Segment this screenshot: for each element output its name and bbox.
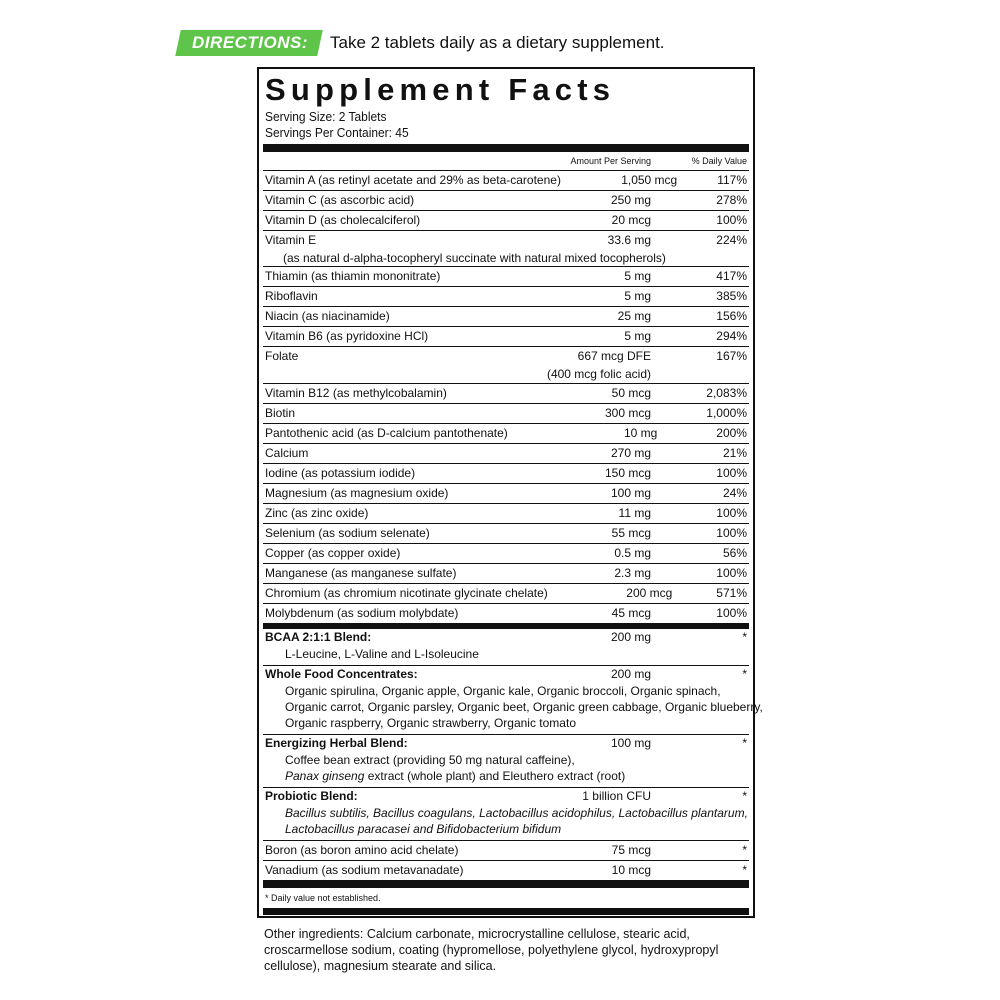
nutrient-dv: 21% <box>722 446 747 460</box>
nutrient-amount: 2.3 mg <box>614 566 651 580</box>
nutrient-name: Vitamin B12 (as methylcobalamin) <box>265 386 447 400</box>
nutrient-dv: 200% <box>716 426 747 440</box>
nutrient-name: Vitamin E <box>265 233 317 247</box>
nutrient-row <box>263 347 749 384</box>
nutrient-name: Zinc (as zinc oxide) <box>265 506 369 520</box>
thick-divider <box>263 144 749 152</box>
nutrient-amount: 75 mcg <box>611 843 651 857</box>
nutrient-amount: 200 mcg <box>626 586 673 600</box>
nutrient-amount: 270 mg <box>610 446 651 460</box>
nutrient-name: Vanadium (as sodium metavanadate) <box>265 863 464 877</box>
other-ingredients: Other ingredients: Calcium carbonate, microcrystalline cellulose, stearic acid, croscarmellose sodium, coating (hypromellose, polyethylene glycol, hydroxypropyl cellulose), magnesium stearate and silica. <box>264 927 719 973</box>
nutrient-row-vanadium <box>263 861 749 880</box>
nutrient-amount: 10 mcg <box>611 863 651 877</box>
nutrient-amount: 55 mcg <box>611 526 651 540</box>
nutrient-dv: 100% <box>716 526 747 540</box>
blend-description-line: Lactobacillus paracasei and Bifidobacterium bifidum <box>285 822 562 836</box>
nutrient-dv: 571% <box>716 586 747 600</box>
nutrient-name: Manganese (as manganese sulfate) <box>265 566 457 580</box>
nutrient-table <box>263 171 749 624</box>
blend-name: Energizing Herbal Blend: <box>265 736 408 750</box>
nutrient-amount: 45 mcg <box>611 606 651 620</box>
nutrient-name: Biotin <box>265 406 296 420</box>
directions <box>178 30 665 56</box>
nutrient-name: Pantothenic acid (as D-calcium pantothenate) <box>265 426 508 440</box>
nutrient-amount: 5 mg <box>624 329 651 343</box>
nutrient-row <box>263 584 749 604</box>
nutrient-amount: 33.6 mg <box>607 233 651 247</box>
nutrient-amount: 5 mg <box>624 269 651 283</box>
nutrient-amount: 11 mg <box>618 506 651 520</box>
nutrient-row <box>263 384 749 404</box>
nutrient-amount: 25 mg <box>617 309 651 323</box>
blend-description-line: Coffee bean extract (providing 50 mg natural caffeine), <box>285 753 575 767</box>
nutrient-row-boron <box>263 841 749 861</box>
nutrient-name: Chromium (as chromium nicotinate glycinate chelate) <box>265 586 548 600</box>
nutrient-name: Thiamin (as thiamin mononitrate) <box>265 269 441 283</box>
nutrient-dv: 294% <box>716 329 747 343</box>
nutrient-dv: 100% <box>716 606 747 620</box>
serving-size: Serving Size: 2 Tablets <box>265 109 387 124</box>
nutrient-row <box>263 287 749 307</box>
nutrient-row <box>263 191 749 211</box>
nutrient-row <box>263 404 749 424</box>
probiotic-blend <box>263 788 749 841</box>
nutrient-dv: 117% <box>717 173 747 187</box>
nutrient-dv: 278% <box>716 193 747 207</box>
blend-description-line: Organic carrot, Organic parsley, Organic beet, Organic green cabbage, Organic blueberry, <box>285 700 763 714</box>
nutrient-amount: 150 mcg <box>604 466 651 480</box>
nutrient-amount: 5 mg <box>624 289 651 303</box>
nutrient-dv: 167% <box>716 349 747 363</box>
ginseng-rest: extract (whole plant) and Eleuthero extract (root) <box>364 769 626 783</box>
blend-amount: 200 mg <box>610 667 651 681</box>
daily-value-header: % Daily Value <box>691 156 747 166</box>
supplement-facts-panel <box>257 67 763 918</box>
directions-badge: DIRECTIONS: <box>175 30 323 56</box>
panel-title: Supplement Facts <box>265 72 616 107</box>
nutrient-row <box>263 327 749 347</box>
nutrient-note: (as natural d-alpha-tocopheryl succinate with natural mixed tocopherols) <box>283 251 666 265</box>
bottom-bar <box>263 908 749 915</box>
blend-description-line: Organic raspberry, Organic strawberry, Organic tomato <box>285 716 576 730</box>
nutrient-row <box>263 307 749 327</box>
nutrient-dv: 24% <box>722 486 747 500</box>
nutrient-dv: 100% <box>716 213 747 227</box>
nutrient-amount: 300 mcg <box>604 406 651 420</box>
nutrient-row <box>263 267 749 287</box>
nutrient-name: Folate <box>265 349 299 363</box>
nutrient-name: Magnesium (as magnesium oxide) <box>265 486 449 500</box>
nutrient-amount: 100 mg <box>610 486 651 500</box>
nutrient-row <box>263 171 749 191</box>
blend-dv: * <box>742 789 747 803</box>
nutrient-note: (400 mcg folic acid) <box>546 367 651 381</box>
nutrient-dv: 100% <box>716 566 747 580</box>
energizing-herbal-blend <box>263 735 749 788</box>
blend-amount: 200 mg <box>610 630 651 644</box>
nutrient-amount: 250 mg <box>610 193 651 207</box>
nutrient-name: Vitamin A (as retinyl acetate and 29% as beta-carotene) <box>265 173 561 187</box>
nutrient-name: Vitamin B6 (as pyridoxine HCl) <box>265 329 429 343</box>
blend-description-line: Organic spirulina, Organic apple, Organic kale, Organic broccoli, Organic spinach, <box>285 684 721 698</box>
nutrient-dv: 100% <box>716 466 747 480</box>
whole-food-blend <box>263 666 763 735</box>
blend-description: L-Leucine, L-Valine and L-Isoleucine <box>285 647 479 661</box>
blend-name: Probiotic Blend: <box>265 789 358 803</box>
nutrient-amount: 0.5 mg <box>614 546 651 560</box>
nutrient-row <box>263 524 749 544</box>
nutrient-dv: * <box>742 843 747 857</box>
nutrient-name: Boron (as boron amino acid chelate) <box>265 843 459 857</box>
nutrient-name: Copper (as copper oxide) <box>265 546 401 560</box>
nutrient-amount: 20 mcg <box>611 213 651 227</box>
nutrient-name: Vitamin C (as ascorbic acid) <box>265 193 415 207</box>
nutrient-name: Calcium <box>265 446 309 460</box>
nutrient-name: Iodine (as potassium iodide) <box>265 466 416 480</box>
nutrient-amount: 10 mg <box>623 426 658 440</box>
blend-dv: * <box>742 667 747 681</box>
thick-divider <box>263 880 749 888</box>
nutrient-dv: 100% <box>716 506 747 520</box>
nutrient-dv: 417% <box>716 269 747 283</box>
nutrient-dv: 156% <box>716 309 747 323</box>
nutrient-name: Riboflavin <box>265 289 318 303</box>
nutrient-dv: 385% <box>716 289 747 303</box>
nutrient-name: Vitamin D (as cholecalciferol) <box>265 213 421 227</box>
nutrient-dv: 1,000% <box>706 406 747 420</box>
nutrient-amount: 50 mcg <box>611 386 651 400</box>
nutrient-row <box>263 424 749 444</box>
nutrient-dv: 224% <box>716 233 747 247</box>
nutrient-dv: 56% <box>722 546 747 560</box>
blend-amount: 1 billion CFU <box>582 789 651 803</box>
amount-per-serving-header: Amount Per Serving <box>570 156 651 166</box>
nutrient-row <box>263 504 749 524</box>
nutrient-name: Selenium (as sodium selenate) <box>265 526 430 540</box>
blend-dv: * <box>742 736 747 750</box>
directions-text: Take 2 tablets daily as a dietary supplement. <box>330 33 665 52</box>
nutrient-row <box>263 444 749 464</box>
bcaa-blend <box>263 629 749 666</box>
footnote: * Daily value not established. <box>265 893 381 903</box>
nutrient-name: Molybdenum (as sodium molybdate) <box>265 606 459 620</box>
nutrient-row <box>263 564 749 584</box>
blend-description-line: Bacillus subtilis, Bacillus coagulans, Lactobacillus acidophilus, Lactobacillus plantarum, <box>285 806 748 820</box>
nutrient-row <box>263 604 749 624</box>
nutrient-dv: * <box>742 863 747 877</box>
blend-description-line <box>265 768 749 787</box>
blend-name: Whole Food Concentrates: <box>265 667 418 681</box>
nutrient-amount: 667 mcg DFE <box>577 349 651 363</box>
nutrient-row <box>263 464 749 484</box>
nutrient-row <box>263 211 749 231</box>
column-header <box>263 152 749 171</box>
nutrient-row <box>263 544 749 564</box>
nutrient-dv: 2,083% <box>706 386 747 400</box>
ginseng-name: Panax ginseng <box>285 769 365 783</box>
nutrient-row <box>263 484 749 504</box>
blend-amount: 100 mg <box>610 736 651 750</box>
servings-per-container: Servings Per Container: 45 <box>265 125 409 140</box>
nutrient-row <box>263 231 749 267</box>
blend-name: BCAA 2:1:1 Blend: <box>265 630 372 644</box>
nutrient-name: Niacin (as niacinamide) <box>265 309 390 323</box>
nutrient-amount: 1,050 mcg <box>621 173 678 187</box>
blend-dv: * <box>742 630 747 644</box>
